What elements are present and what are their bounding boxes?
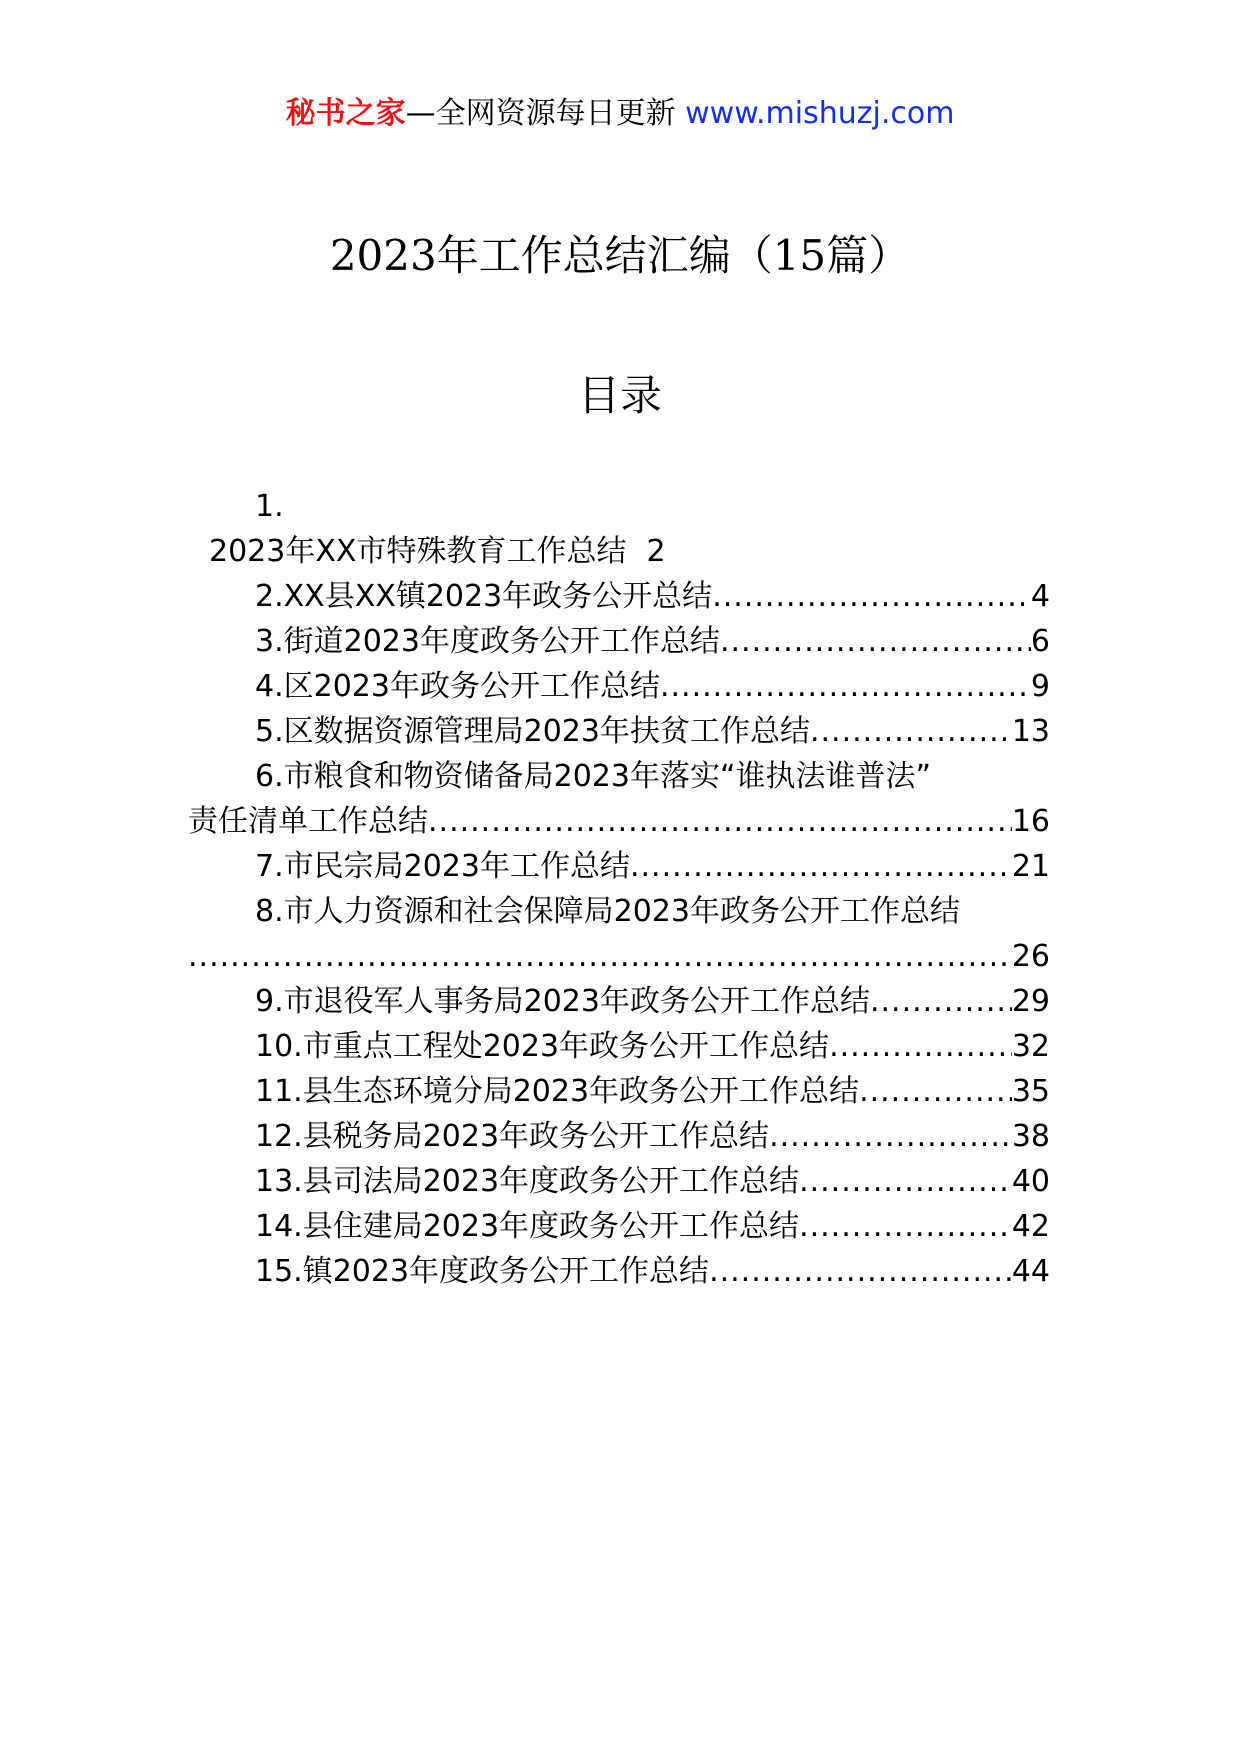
toc-item-number: 1. [255,489,284,524]
toc-item-title: 2.XX县XX镇2023年政务公开总结 [255,579,713,614]
toc-item-title: 10.市重点工程处2023年政务公开工作总结 [255,1029,830,1064]
toc-dot-leader [720,619,1031,664]
toc-item[interactable] [188,1204,1050,1249]
toc-item[interactable] [188,1069,1050,1114]
toc-item-8-line-1[interactable] [188,889,1050,934]
toc-item-title: 2023年XX市特殊教育工作总结 [209,534,627,569]
toc-item-page: 44 [1011,1254,1050,1289]
toc-item-page: 38 [1011,1119,1050,1154]
toc-item-page: 42 [1011,1209,1050,1244]
toc-item-page: 40 [1011,1164,1050,1199]
toc-item[interactable] [188,1024,1050,1069]
header-tagline: —全网资源每日更新 [405,96,676,131]
toc-item-page: 32 [1011,1029,1050,1064]
toc-item-page: 9 [1030,669,1050,704]
toc-item-page: 29 [1011,984,1050,1019]
toc-item-title: 4.区2023年政务公开工作总结 [255,669,660,704]
toc-item-page: 35 [1011,1074,1050,1109]
toc-item[interactable] [188,1249,1050,1294]
site-url-link[interactable]: www.mishuzj.com [685,96,955,131]
toc-dot-leader [712,574,1031,619]
toc-dot-leader [799,1159,1012,1204]
toc-item-6-line-2[interactable] [188,799,1050,844]
toc-item[interactable] [188,574,1050,619]
toc-dot-leader [188,934,1012,979]
toc-item-title: 12.县税务局2023年政务公开工作总结 [255,1119,770,1154]
toc-item[interactable] [188,619,1050,664]
toc-dot-leader [859,1069,1012,1114]
toc-item-title: 7.市民宗局2023年工作总结 [255,849,630,884]
toc-item-title: 6.市粮食和物资储备局2023年落实“谁执法谁普法” [255,759,932,794]
toc-item-title: 15.镇2023年度政务公开工作总结 [255,1254,710,1289]
toc-item-8-line-2[interactable] [188,934,1050,979]
toc-item-page: 26 [1011,939,1050,974]
table-of-contents [188,484,1050,1294]
toc-item-title: 8.市人力资源和社会保障局2023年政务公开工作总结 [255,894,960,929]
toc-item-1-number-line[interactable] [188,484,1050,529]
toc-item-title: 13.县司法局2023年度政务公开工作总结 [255,1164,800,1199]
toc-item-page: 21 [1011,849,1050,884]
toc-dot-leader [829,1024,1012,1069]
toc-item[interactable] [188,709,1050,754]
brand-name: 秘书之家 [285,96,406,131]
document-title: 2023年工作总结汇编（15篇） [329,231,911,280]
toc-item[interactable] [188,664,1050,709]
toc-item-page: 2 [646,534,666,569]
toc-item-page: 4 [1030,579,1050,614]
toc-item-title: 5.区数据资源管理局2023年扶贫工作总结 [255,714,810,749]
toc-item[interactable] [188,1114,1050,1159]
toc-dot-leader [769,1114,1012,1159]
toc-item-title: 11.县生态环境分局2023年政务公开工作总结 [255,1074,860,1109]
toc-item-title-continued: 责任清单工作总结 [188,804,428,839]
toc-dot-leader [660,664,1031,709]
page-header [0,96,1240,132]
toc-dot-leader [630,844,1012,889]
toc-item-page: 16 [1011,804,1050,839]
toc-item[interactable] [188,1159,1050,1204]
toc-dot-leader [428,799,1012,844]
toc-item-6-line-1[interactable] [188,754,1050,799]
toc-item[interactable] [188,844,1050,889]
toc-dot-leader [709,1249,1012,1294]
toc-dot-leader [810,709,1012,754]
toc-item[interactable] [188,979,1050,1024]
toc-item-page: 13 [1011,714,1050,749]
toc-heading: 目录 [577,371,662,420]
toc-item-title: 9.市退役军人事务局2023年政务公开工作总结 [255,984,870,1019]
toc-dot-leader [870,979,1012,1024]
toc-item-page: 6 [1030,624,1050,659]
toc-item-title: 3.街道2023年度政务公开工作总结 [255,624,720,659]
toc-item-title: 14.县住建局2023年度政务公开工作总结 [255,1209,800,1244]
toc-dot-leader [799,1204,1012,1249]
toc-item-1-title-line[interactable] [188,529,1050,574]
